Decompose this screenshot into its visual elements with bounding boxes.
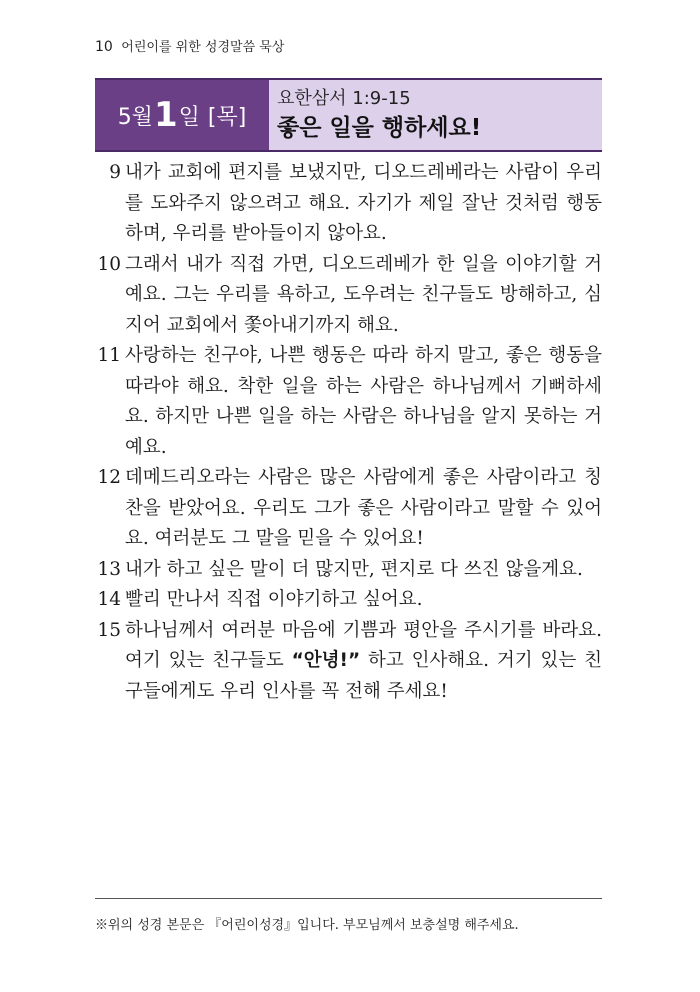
greeting-emphasis: “안녕!” [291,650,361,671]
verse-15 [95,616,602,708]
date-weekday: [목] [207,104,247,130]
verse-text: 내가 하고 싶은 말이 더 많지만, 편지로 다 쓰진 않을게요. [125,558,583,580]
verse-number: 15 [97,619,121,641]
devotion-title: 좋은 일을 행하세요! [277,115,482,141]
verse-number: 12 [97,467,121,488]
verse-number: 9 [109,162,121,183]
verse-12 [95,463,602,555]
date-month: 5월 [117,104,153,130]
verse-text-before: 하나님께서 여러분 마음에 기쁨과 평안을 주시기를 바라요. 여기 있는 친구들도 [125,619,602,671]
date-day-suffix: 일 [178,104,200,130]
verse-14 [95,585,602,616]
running-header [95,36,284,55]
verse-number: 13 [97,558,121,580]
date-box [95,80,269,150]
verse-text: 사랑하는 친구야, 나쁜 행동은 따라 하지 말고, 좋은 행동을 따라야 해요. 착한 일을 하는 사람은 하나님께서 기뻐하세요. 하지만 나쁜 일을 하는 사람은 하나님을 알지 못하는 거예요. [125,345,602,458]
footer-note: ※위의 성경 본문은 『어린이성경』입니다. 부모님께서 보충설명 해주세요. [95,918,519,933]
verse-text-after: 하고 인사해요. 거기 있는 친구들에게도 우리 인사를 꼭 전해 주세요! [125,650,602,702]
verse-text: 그래서 내가 직접 가면, 디오드레베가 한 일을 이야기할 거예요. 그는 우리를 욕하고, 도우려는 친구들도 방해하고, 심지어 교회에서 쫓아내기까지 해요. [125,253,602,336]
verse-9 [95,158,602,250]
verse-10 [95,250,602,342]
scripture-reference: 요한삼서 1:9-15 [277,88,411,109]
verse-list [95,158,602,707]
page-number: 10 [95,39,113,55]
verse-number: 10 [97,253,121,275]
verse-text: 빨리 만나서 직접 이야기하고 싶어요. [125,589,423,610]
verse-number: 11 [97,345,121,366]
verse-11 [95,341,602,463]
devotion-title-band [95,78,602,152]
footer-divider [95,898,602,899]
title-panel [269,80,602,150]
verse-text: 데메드리오라는 사람은 많은 사람에게 좋은 사람이라고 칭찬을 받았어요. 우리도 그가 좋은 사람이라고 말할 수 있어요. 여러분도 그 말을 믿을 수 있어요! [125,467,602,549]
book-title: 어린이를 위한 성경말씀 묵상 [121,40,285,55]
date-day: 1 [153,95,178,135]
verse-number: 14 [97,589,121,610]
verse-text: 내가 교회에 편지를 보냈지만, 디오드레베라는 사람이 우리를 도와주지 않으려고 해요. 자기가 제일 잘난 것처럼 행동하며, 우리를 받아들이지 않아요. [125,162,602,244]
verse-text [125,616,602,708]
verse-13 [95,555,602,586]
